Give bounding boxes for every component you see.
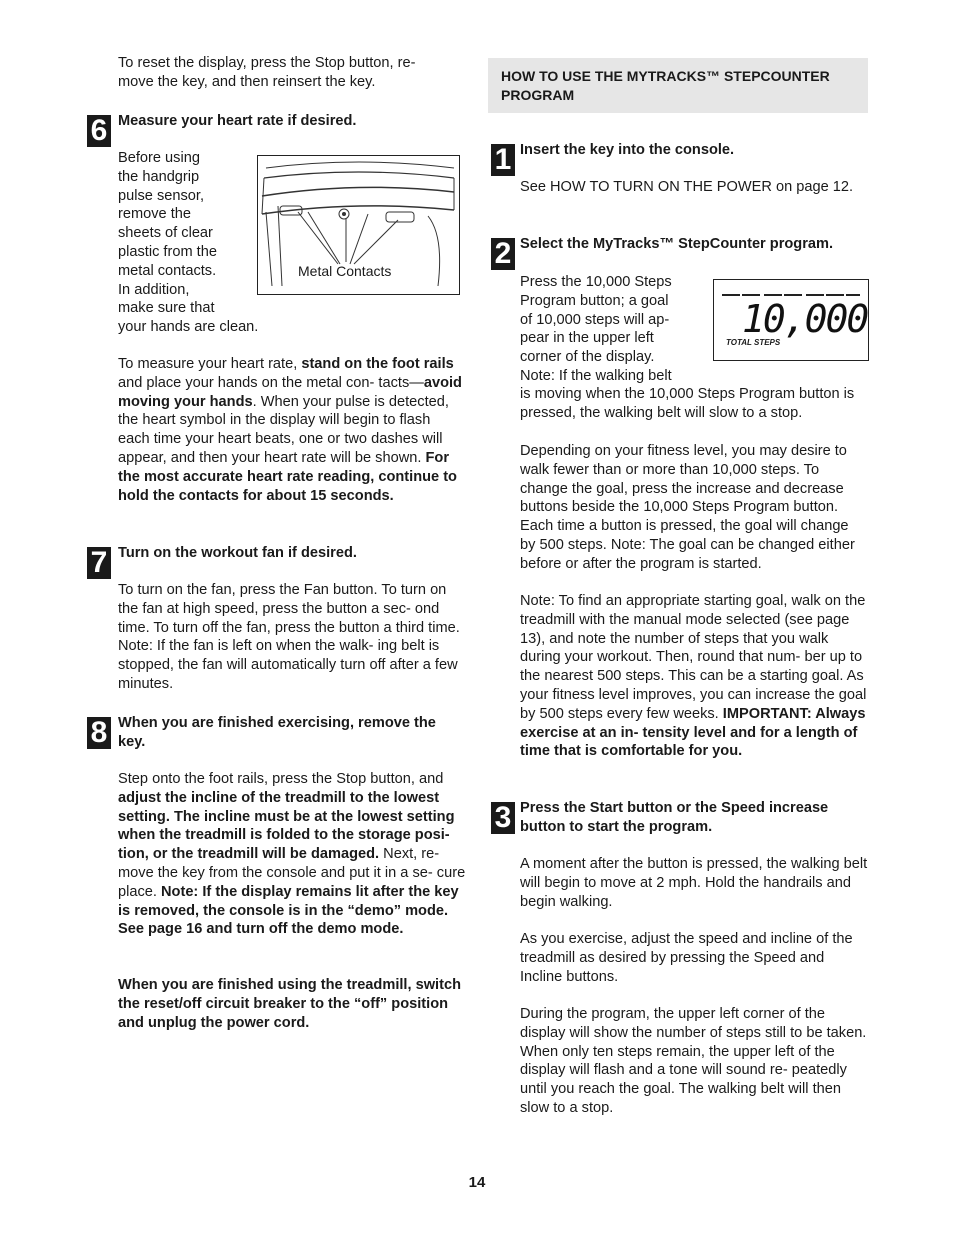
text-line: corner of the display.: [520, 349, 655, 366]
display-segment: [826, 294, 844, 296]
step-1-body: See HOW TO TURN ON THE POWER on page 12.: [520, 179, 854, 195]
display-segment: [846, 294, 860, 296]
step-number-3: 3: [491, 802, 515, 834]
display-segment: [722, 294, 740, 296]
step-6-heading: Measure your heart rate if desired.: [118, 113, 357, 129]
step-3-paragraph-1: A moment after the button is pressed, the walking belt will begin to move at 2 mph. Hold the handrails and begin walking.: [520, 856, 868, 910]
display-segment: [806, 294, 824, 296]
step-number-1: 1: [491, 144, 515, 176]
emphasis: avoid moving your hands: [118, 374, 462, 410]
display-total-steps-label: TOTAL STEPS: [726, 338, 781, 347]
text-line: plastic from the: [118, 243, 217, 260]
step-number-6: 6: [87, 115, 111, 147]
text-line: remove the: [118, 206, 192, 223]
text: Note: To find an appropriate starting goal, walk on the treadmill with the manual mode selected (see page 13), and note the number of steps that you walk during your workout. Then, round that num- ber up to the nearest 500 steps. This can be a starting goal. As your fitness level improves, you can increase the goal by 500 steps every few weeks.: [520, 593, 867, 722]
text: and place your hands on the metal con- tacts—: [118, 374, 424, 391]
display-segment: [784, 294, 802, 296]
step-3-heading: Press the Start button or the Speed increase button to start the program.: [520, 800, 829, 835]
step-2-goal-paragraph: Depending on your fitness level, you may desire to walk fewer than or more than 10,000 steps. To change the goal, press the increase and decrease buttons beside the 10,000 Steps Program button. Each time a button is pressed, the goal will change by 500 steps. Note: The goal can be changed either before or after the program is started.: [520, 443, 855, 572]
metal-contacts-label: Metal Contacts: [298, 263, 392, 279]
step-7-heading: Turn on the workout fan if desired.: [118, 545, 357, 561]
step-3-paragraph-3: During the program, the upper left corner of the display will show the number of steps still to be taken. When only ten steps remain, the upper left of the display will flash and a tone will sound re- peatedly until you reach the goal. The walking belt will then slow to a stop.: [520, 1006, 867, 1116]
text: Next, re- move the key from the console and put it in a se- cure place.: [118, 846, 466, 900]
step-number-8: 8: [87, 717, 111, 749]
step-1-heading: Insert the key into the console.: [520, 142, 735, 158]
emphasis: stand on the foot rails: [301, 356, 454, 372]
section-title: HOW TO USE THE MYTRACKS™ STEPCOUNTER PROGRAM: [501, 68, 830, 103]
text-line: Note: If the walking belt: [520, 367, 672, 384]
text-line: metal contacts.: [118, 262, 217, 279]
text-line: Program button; a goal: [520, 292, 669, 309]
step-8-heading: When you are finished exercising, remove the key.: [118, 715, 436, 750]
text-line: sheets of clear: [118, 225, 213, 242]
text-line: your hands are clean.: [118, 319, 259, 336]
text-line: make sure that: [118, 300, 215, 317]
text-line: of 10,000 steps will ap-: [520, 311, 670, 328]
step-2-heading: Select the MyTracks™ StepCounter program.: [520, 236, 834, 252]
metal-contacts-figure: [257, 155, 460, 295]
text-line: In addition,: [118, 281, 190, 298]
step-6-intro: [118, 149, 268, 337]
step-2-body-continued: is moving when the 10,000 Steps Program button is pressed, the walking belt will slow to a stop.: [520, 386, 855, 421]
step-3-paragraph-2: As you exercise, adjust the speed and incline of the treadmill as desired by pressing the Speed and Incline buttons.: [520, 931, 853, 985]
emphasis: Note: If the display remains lit after the key is removed, the console is in the “demo” mode. See page 16 and turn off the demo mode.: [118, 883, 459, 938]
page-number: 14: [468, 1174, 486, 1191]
step-number-7: 7: [87, 547, 111, 579]
reset-note: To reset the display, press the Stop button, re- move the key, and then reinsert the key.: [118, 55, 416, 90]
emphasis: IMPORTANT: Always exercise at an in- tensity level and for a length of time that is comfortable for you.: [520, 705, 866, 760]
text: . When your pulse is detected, the heart symbol in the display will begin to flash each time your heart beats, one or two dashes will appear, and then your heart rate will be shown.: [118, 393, 449, 466]
step-7-body: To turn on the fan, press the Fan button. To turn on the fan at high speed, press the button a sec- ond time. To turn off the fan, press the button a third time. Note: If the fan is left on when the walk- ing belt is stopped, the fan will automatically turn off after a few minutes.: [118, 582, 460, 692]
text-line: Press the 10,000 Steps: [520, 274, 672, 290]
step-number-2: 2: [491, 238, 515, 270]
text-line: the handgrip: [118, 168, 200, 185]
section-title-box: [488, 58, 868, 113]
emphasis: For the most accurate heart rate reading, continue to hold the contacts for about 15 seconds.: [118, 449, 457, 504]
display-figure: [713, 279, 869, 361]
text: Step onto the foot rails, press the Stop button, and: [118, 771, 444, 787]
step-8-final-note: When you are finished using the treadmill, switch the reset/off circuit breaker to the “off” position and unplug the power cord.: [118, 977, 462, 1031]
step-2-intro: [520, 273, 705, 386]
step-8-body: [118, 770, 466, 939]
text-line: Before using: [118, 150, 200, 166]
display-segment: [764, 294, 782, 296]
text-line: pulse sensor,: [118, 187, 204, 204]
text: To measure your heart rate,: [118, 356, 302, 372]
emphasis: adjust the incline of the treadmill to the lowest setting. The incline must be at the lowest setting when the treadmill is folded to the storage posi- tion, or the treadmill will be damaged.: [118, 789, 455, 863]
display-segment: [742, 294, 760, 296]
step-2-starting-goal-paragraph: [520, 592, 868, 761]
display-steps-value: 10,000: [742, 297, 868, 341]
text-line: pear in the upper left: [520, 330, 654, 347]
step-6-body: [118, 355, 463, 505]
